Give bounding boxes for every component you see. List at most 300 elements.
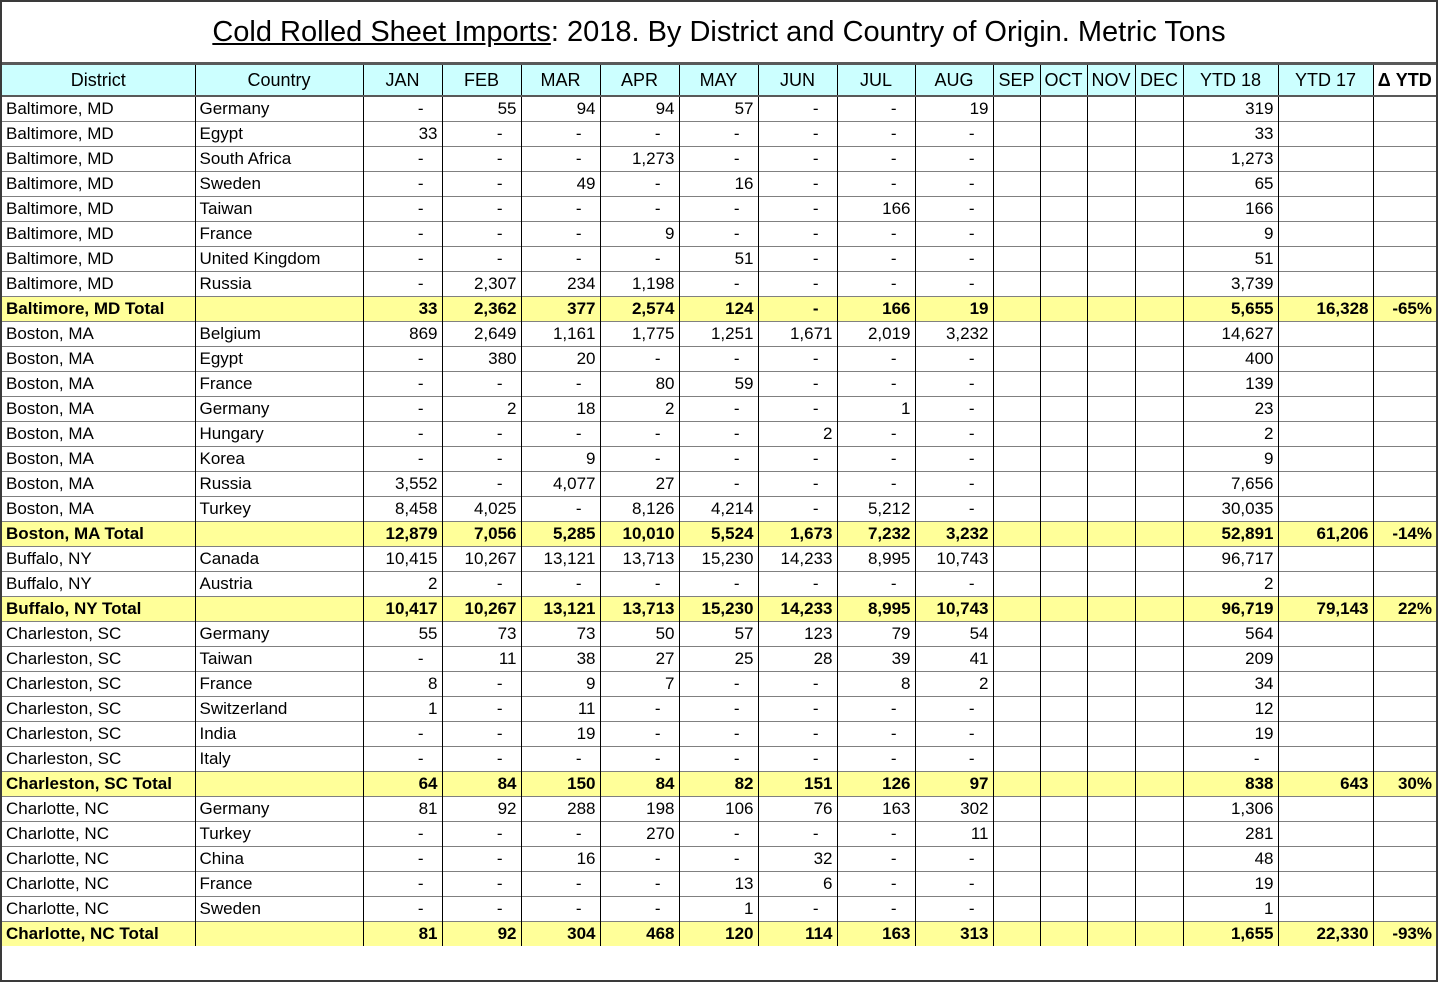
cell-jan: -: [363, 396, 442, 421]
cell-nov: [1087, 421, 1135, 446]
cell-feb: 10,267: [442, 546, 521, 571]
cell-jan: -: [363, 746, 442, 771]
cell-jun: 28: [758, 646, 837, 671]
cell-ytd-18: 3,739: [1183, 271, 1278, 296]
cell-mar: -: [521, 496, 600, 521]
cell-delta-ytd: [1373, 96, 1436, 121]
cell-feb: 2,307: [442, 271, 521, 296]
cell-ytd-17: [1278, 721, 1373, 746]
cell-mar: 377: [521, 296, 600, 321]
cell-dec: [1135, 446, 1183, 471]
cell-dec: [1135, 696, 1183, 721]
country-cell: Turkey: [195, 496, 363, 521]
cell-sep: [993, 221, 1040, 246]
cell-delta-ytd: -14%: [1373, 521, 1436, 546]
cell-jun: -: [758, 121, 837, 146]
table-row: [2, 821, 1436, 846]
cell-aug: 19: [915, 296, 993, 321]
cell-may: -: [679, 446, 758, 471]
cell-may: -: [679, 421, 758, 446]
cell-may: -: [679, 671, 758, 696]
cell-oct: [1040, 421, 1087, 446]
cell-jan: 10,417: [363, 596, 442, 621]
cell-jul: -: [837, 846, 915, 871]
cell-nov: [1087, 796, 1135, 821]
cell-jun: -: [758, 246, 837, 271]
cell-sep: [993, 596, 1040, 621]
country-cell: Taiwan: [195, 196, 363, 221]
cell-oct: [1040, 171, 1087, 196]
country-cell: Russia: [195, 271, 363, 296]
column-header-feb: FEB: [442, 64, 521, 97]
cell-delta-ytd: [1373, 346, 1436, 371]
table-row: [2, 496, 1436, 521]
cell-ytd-18: 23: [1183, 396, 1278, 421]
table-row: [2, 346, 1436, 371]
cell-may: -: [679, 346, 758, 371]
cell-dec: [1135, 721, 1183, 746]
cell-oct: [1040, 521, 1087, 546]
cell-feb: -: [442, 371, 521, 396]
cell-ytd-18: -: [1183, 746, 1278, 771]
table-row: [2, 721, 1436, 746]
cell-jun: 6: [758, 871, 837, 896]
cell-delta-ytd: [1373, 846, 1436, 871]
district-cell: Charleston, SC: [2, 721, 195, 746]
cell-feb: -: [442, 121, 521, 146]
cell-jul: -: [837, 121, 915, 146]
cell-jul: 126: [837, 771, 915, 796]
cell-apr: 1,198: [600, 271, 679, 296]
cell-ytd-17: [1278, 146, 1373, 171]
cell-feb: -: [442, 821, 521, 846]
cell-jan: 12,879: [363, 521, 442, 546]
cell-apr: -: [600, 721, 679, 746]
cell-jul: -: [837, 146, 915, 171]
district-cell: Baltimore, MD: [2, 246, 195, 271]
cell-dec: [1135, 521, 1183, 546]
cell-oct: [1040, 96, 1087, 121]
district-cell: Buffalo, NY Total: [2, 596, 195, 621]
table-row: [2, 121, 1436, 146]
cell-apr: -: [600, 571, 679, 596]
cell-ytd-18: 5,655: [1183, 296, 1278, 321]
cell-mar: 5,285: [521, 521, 600, 546]
cell-dec: [1135, 396, 1183, 421]
district-cell: Buffalo, NY: [2, 546, 195, 571]
cell-jul: -: [837, 446, 915, 471]
table-row: [2, 871, 1436, 896]
country-cell: France: [195, 371, 363, 396]
table-row: [2, 171, 1436, 196]
cell-oct: [1040, 671, 1087, 696]
page-title: [2, 2, 1436, 62]
cell-jun: 14,233: [758, 546, 837, 571]
cell-dec: [1135, 571, 1183, 596]
cell-oct: [1040, 146, 1087, 171]
cell-apr: 13,713: [600, 546, 679, 571]
cell-feb: 10,267: [442, 596, 521, 621]
cell-apr: -: [600, 246, 679, 271]
cell-apr: 198: [600, 796, 679, 821]
cell-feb: 4,025: [442, 496, 521, 521]
cell-aug: -: [915, 246, 993, 271]
cell-dec: [1135, 821, 1183, 846]
cell-jun: -: [758, 146, 837, 171]
table-row: [2, 271, 1436, 296]
table-row: [2, 371, 1436, 396]
cell-delta-ytd: [1373, 746, 1436, 771]
district-cell: Charlotte, NC: [2, 871, 195, 896]
cell-ytd-18: 34: [1183, 671, 1278, 696]
column-header-may: MAY: [679, 64, 758, 97]
column-header-apr: APR: [600, 64, 679, 97]
cell-may: -: [679, 746, 758, 771]
country-cell: Russia: [195, 471, 363, 496]
cell-oct: [1040, 496, 1087, 521]
cell-jun: -: [758, 296, 837, 321]
cell-oct: [1040, 846, 1087, 871]
cell-aug: -: [915, 396, 993, 421]
column-header-country: Country: [195, 64, 363, 97]
cell-mar: 1,161: [521, 321, 600, 346]
cell-aug: 2: [915, 671, 993, 696]
cell-apr: 8,126: [600, 496, 679, 521]
cell-oct: [1040, 396, 1087, 421]
cell-jan: -: [363, 96, 442, 121]
cell-ytd-18: 33: [1183, 121, 1278, 146]
cell-jul: 166: [837, 296, 915, 321]
cell-ytd-17: [1278, 571, 1373, 596]
cell-jun: -: [758, 346, 837, 371]
cell-sep: [993, 446, 1040, 471]
cell-nov: [1087, 546, 1135, 571]
cell-dec: [1135, 771, 1183, 796]
cell-ytd-18: 14,627: [1183, 321, 1278, 346]
table-row: [2, 846, 1436, 871]
cell-may: 5,524: [679, 521, 758, 546]
cell-mar: -: [521, 196, 600, 221]
table-row: [2, 471, 1436, 496]
cell-feb: 55: [442, 96, 521, 121]
district-cell: Baltimore, MD: [6, 98, 114, 118]
country-cell: Egypt: [195, 121, 363, 146]
cell-sep: [993, 771, 1040, 796]
country-cell: Germany: [195, 621, 363, 646]
cell-jul: 163: [837, 921, 915, 946]
cell-delta-ytd: [1373, 571, 1436, 596]
district-cell: Charleston, SC: [2, 671, 195, 696]
cell-feb: 2: [442, 396, 521, 421]
cell-ytd-17: [1278, 646, 1373, 671]
cell-ytd-17: [1278, 371, 1373, 396]
cell-jan: -: [363, 371, 442, 396]
cell-dec: [1135, 796, 1183, 821]
cell-may: 4,214: [679, 496, 758, 521]
cell-jun: -: [758, 471, 837, 496]
table-row: [2, 621, 1436, 646]
cell-delta-ytd: [1373, 471, 1436, 496]
cell-nov: [1087, 271, 1135, 296]
cell-may: -: [679, 846, 758, 871]
cell-delta-ytd: [1373, 271, 1436, 296]
cell-mar: 9: [521, 446, 600, 471]
cell-mar: 73: [521, 621, 600, 646]
cell-nov: [1087, 746, 1135, 771]
cell-oct: [1040, 446, 1087, 471]
table-row: [2, 646, 1436, 671]
cell-aug: -: [915, 196, 993, 221]
cell-may: 59: [679, 371, 758, 396]
cell-nov: [1087, 171, 1135, 196]
cell-mar: 9: [521, 671, 600, 696]
cell-jul: -: [837, 746, 915, 771]
cell-nov: [1087, 571, 1135, 596]
cell-dec: [1135, 196, 1183, 221]
country-cell: [195, 921, 363, 946]
cell-aug: -: [915, 271, 993, 296]
cell-sep: [993, 546, 1040, 571]
cell-aug: 97: [915, 771, 993, 796]
cell-mar: 94: [521, 96, 600, 121]
cell-sep: [993, 721, 1040, 746]
cell-ytd-17: [1278, 896, 1373, 921]
country-cell: [195, 596, 363, 621]
cell-jan: -: [363, 896, 442, 921]
cell-jul: 5,212: [837, 496, 915, 521]
table-header: [2, 64, 1436, 97]
column-header-mar: MAR: [521, 64, 600, 97]
district-cell: Buffalo, NY: [2, 571, 195, 596]
cell-aug: -: [915, 446, 993, 471]
table-row: [2, 246, 1436, 271]
cell-sep: [993, 471, 1040, 496]
cell-may: 15,230: [679, 596, 758, 621]
cell-dec: [1135, 646, 1183, 671]
cell-dec: [1135, 321, 1183, 346]
cell-nov: [1087, 321, 1135, 346]
cell-apr: 1,273: [600, 146, 679, 171]
country-cell: Korea: [195, 446, 363, 471]
cell-aug: -: [915, 846, 993, 871]
district-cell: Baltimore, MD: [2, 146, 195, 171]
column-header-ytd-18: YTD 18: [1183, 64, 1278, 97]
cell-ytd-17: [1278, 396, 1373, 421]
cell-oct: [1040, 471, 1087, 496]
cell-jan: 2: [363, 571, 442, 596]
cell-apr: -: [600, 121, 679, 146]
cell-mar: -: [521, 246, 600, 271]
cell-apr: 13,713: [600, 596, 679, 621]
cell-delta-ytd: [1373, 196, 1436, 221]
column-header-jun: JUN: [758, 64, 837, 97]
cell-sep: [993, 821, 1040, 846]
cell-ytd-18: 400: [1183, 346, 1278, 371]
cell-aug: -: [915, 146, 993, 171]
cell-apr: 468: [600, 921, 679, 946]
cell-mar: 288: [521, 796, 600, 821]
cell-nov: [1087, 771, 1135, 796]
table-row: [2, 196, 1436, 221]
table-row: [2, 446, 1436, 471]
cell-may: -: [679, 471, 758, 496]
cell-may: -: [679, 821, 758, 846]
cell-may: -: [679, 571, 758, 596]
cell-may: 106: [679, 796, 758, 821]
total-row: [2, 296, 1436, 321]
cell-apr: 50: [600, 621, 679, 646]
cell-oct: [1040, 321, 1087, 346]
cell-oct: [1040, 296, 1087, 321]
country-cell: Italy: [195, 746, 363, 771]
cell-oct: [1040, 771, 1087, 796]
cell-delta-ytd: [1373, 321, 1436, 346]
cell-ytd-17: [1278, 196, 1373, 221]
district-cell: Baltimore, MD: [2, 121, 195, 146]
cell-mar: -: [521, 146, 600, 171]
cell-apr: -: [600, 896, 679, 921]
column-header-jul: JUL: [837, 64, 915, 97]
column-header-district: District: [2, 64, 195, 97]
district-cell: Baltimore, MD: [2, 271, 195, 296]
cell-ytd-18: 52,891: [1183, 521, 1278, 546]
cell-feb: -: [442, 196, 521, 221]
cell-dec: [1135, 271, 1183, 296]
country-cell: India: [195, 721, 363, 746]
cell-aug: -: [915, 221, 993, 246]
cell-sep: [993, 321, 1040, 346]
cell-ytd-18: 139: [1183, 371, 1278, 396]
cell-feb: 84: [442, 771, 521, 796]
cell-apr: 94: [600, 96, 679, 121]
cell-sep: [993, 396, 1040, 421]
cell-ytd-18: 1,655: [1183, 921, 1278, 946]
cell-feb: -: [442, 846, 521, 871]
cell-jul: -: [837, 371, 915, 396]
table-row: [2, 696, 1436, 721]
cell-ytd-18: 1: [1183, 896, 1278, 921]
cell-jan: 55: [363, 621, 442, 646]
cell-jul: -: [837, 821, 915, 846]
cell-aug: -: [915, 371, 993, 396]
cell-jun: -: [758, 721, 837, 746]
cell-oct: [1040, 896, 1087, 921]
cell-may: 25: [679, 646, 758, 671]
cell-aug: 313: [915, 921, 993, 946]
cell-jun: -: [758, 896, 837, 921]
cell-sep: [993, 521, 1040, 546]
cell-oct: [1040, 371, 1087, 396]
cell-aug: 3,232: [915, 521, 993, 546]
district-cell: Boston, MA: [2, 371, 195, 396]
district-cell: Charlotte, NC: [2, 821, 195, 846]
cell-apr: 84: [600, 771, 679, 796]
district-cell: Charleston, SC: [2, 646, 195, 671]
cell-feb: 73: [442, 621, 521, 646]
cell-sep: [993, 96, 1040, 121]
cell-oct: [1040, 196, 1087, 221]
cell-ytd-18: 838: [1183, 771, 1278, 796]
cell-jan: -: [363, 721, 442, 746]
cell-ytd-18: 51: [1183, 246, 1278, 271]
cell-ytd-17: [1278, 121, 1373, 146]
cell-apr: -: [600, 871, 679, 896]
total-row: [2, 596, 1436, 621]
cell-jan: 81: [363, 921, 442, 946]
cell-ytd-18: 281: [1183, 821, 1278, 846]
cell-may: 1: [679, 896, 758, 921]
table-row: [2, 396, 1436, 421]
cell-nov: [1087, 121, 1135, 146]
cell-aug: -: [915, 696, 993, 721]
cell-ytd-17: [1278, 796, 1373, 821]
cell-jan: 33: [363, 296, 442, 321]
cell-oct: [1040, 921, 1087, 946]
cell-aug: 11: [915, 821, 993, 846]
cell-ytd-17: [1278, 271, 1373, 296]
cell-nov: [1087, 696, 1135, 721]
cell-jan: 10,415: [363, 546, 442, 571]
cell-ytd-18: 30,035: [1183, 496, 1278, 521]
cell-apr: -: [600, 196, 679, 221]
cell-sep: [993, 421, 1040, 446]
cell-may: -: [679, 221, 758, 246]
page-title-subtitle: : 2018. By District and Country of Origin. Metric Tons: [550, 15, 1226, 48]
cell-jul: 2,019: [837, 321, 915, 346]
district-cell: Boston, MA: [2, 396, 195, 421]
cell-sep: [993, 346, 1040, 371]
cell-oct: [1040, 821, 1087, 846]
cell-sep: [993, 371, 1040, 396]
cell-aug: -: [915, 871, 993, 896]
cell-oct: [1040, 221, 1087, 246]
cell-delta-ytd: [1373, 546, 1436, 571]
cell-jun: -: [758, 496, 837, 521]
cell-mar: 13,121: [521, 596, 600, 621]
cell-jun: 2: [758, 421, 837, 446]
cell-ytd-17: [1278, 671, 1373, 696]
cell-jan: -: [363, 196, 442, 221]
cell-jun: 123: [758, 621, 837, 646]
cell-jul: -: [837, 721, 915, 746]
district-cell: Charleston, SC: [2, 621, 195, 646]
cell-delta-ytd: [1373, 171, 1436, 196]
cell-mar: 20: [521, 346, 600, 371]
cell-dec: [1135, 871, 1183, 896]
cell-ytd-18: 96,719: [1183, 596, 1278, 621]
cell-dec: [1135, 421, 1183, 446]
cell-ytd-18: 19: [1183, 721, 1278, 746]
country-cell: Germany: [195, 796, 363, 821]
cell-ytd-17: [1278, 496, 1373, 521]
cell-jun: -: [758, 696, 837, 721]
cell-jul: 163: [837, 796, 915, 821]
cell-ytd-17: [1278, 621, 1373, 646]
cell-jan: 1: [363, 696, 442, 721]
country-cell: Hungary: [195, 421, 363, 446]
cell-apr: 1,775: [600, 321, 679, 346]
cell-nov: [1087, 146, 1135, 171]
cell-jul: -: [837, 421, 915, 446]
cell-jun: 32: [758, 846, 837, 871]
cell-jun: -: [758, 571, 837, 596]
cell-ytd-17: [1278, 346, 1373, 371]
cell-aug: -: [915, 471, 993, 496]
cell-mar: -: [521, 371, 600, 396]
cell-sep: [993, 171, 1040, 196]
cell-jun: -: [758, 446, 837, 471]
cell-jun: 114: [758, 921, 837, 946]
